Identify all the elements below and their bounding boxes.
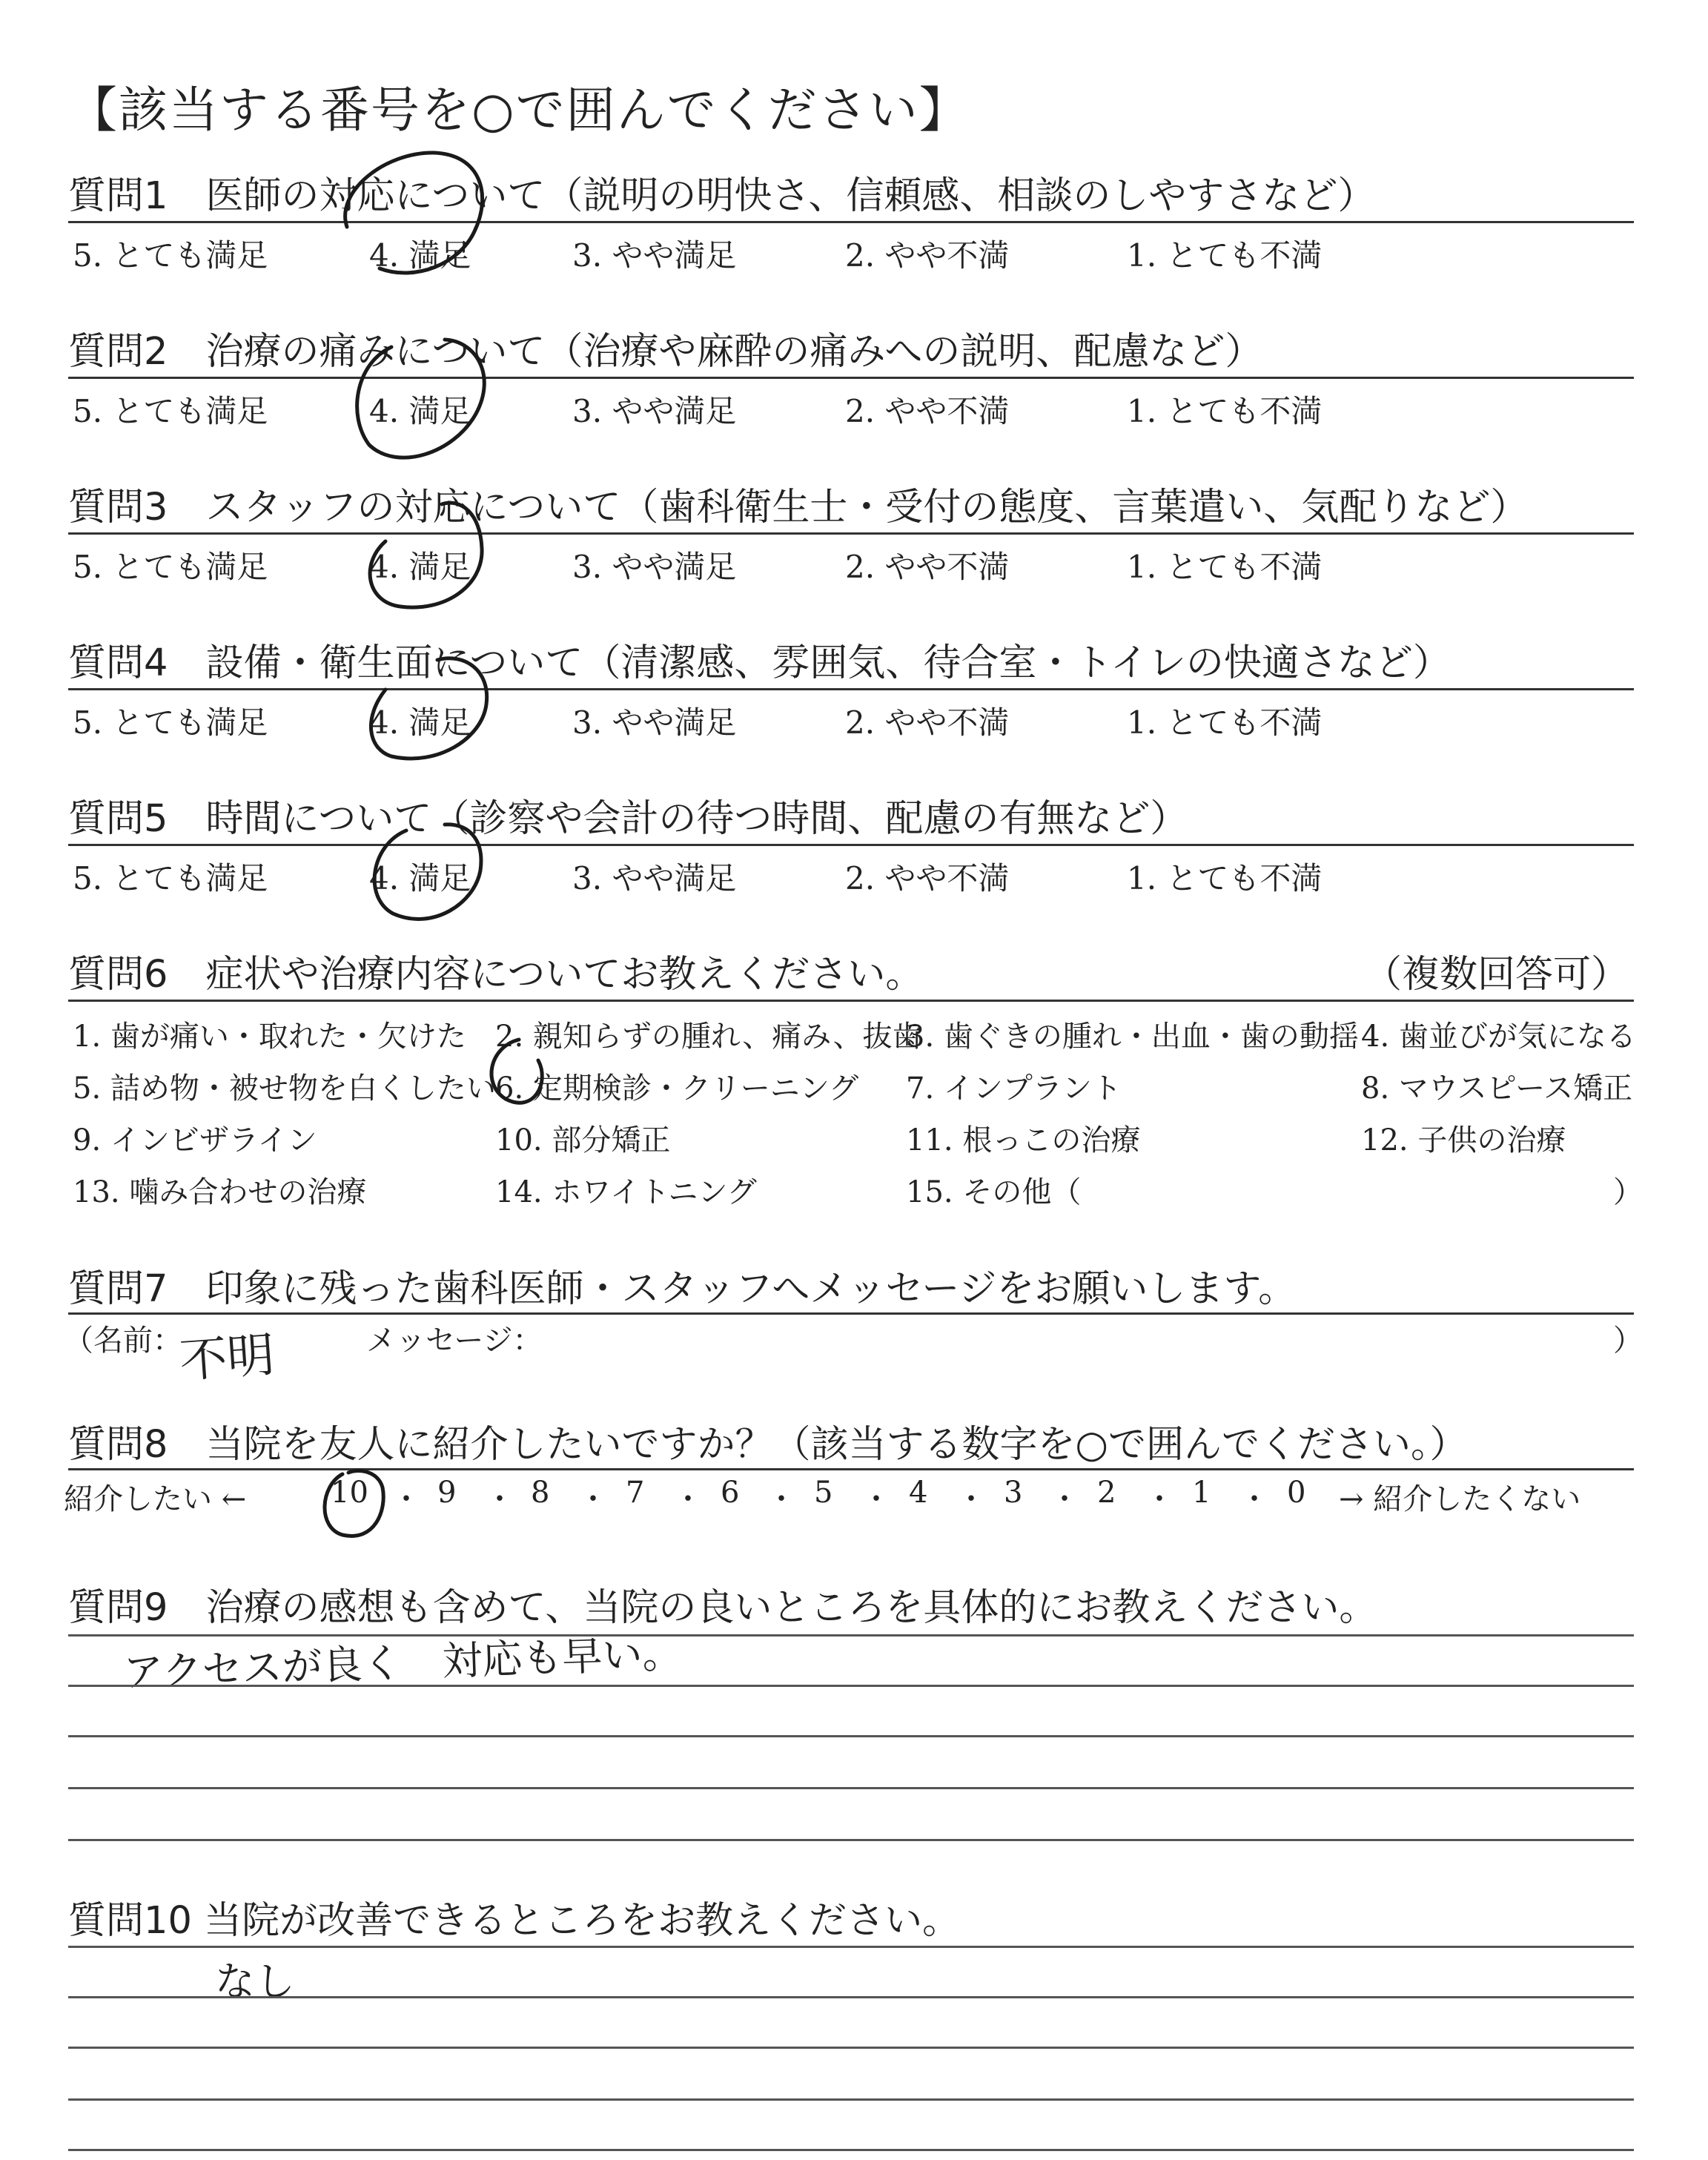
q6-item-11[interactable]: 11. 根っこの治療 <box>906 1123 1141 1157</box>
q8-score-4[interactable]: 4 <box>909 1476 928 1510</box>
q6-item-15[interactable]: 15. その他（ <box>906 1175 1082 1209</box>
q6-item-3[interactable]: 3. 歯ぐきの腫れ・出血・歯の動揺 <box>906 1020 1359 1054</box>
q4-option-1[interactable]: 1. とても不満 <box>1127 704 1323 741</box>
q8-dot: ・ <box>1239 1482 1269 1516</box>
q10-title: 質問10 当院が改善できるところをお教えください。 <box>68 1899 961 1943</box>
q2-option-1[interactable]: 1. とても不満 <box>1127 393 1323 429</box>
q9-line <box>68 1787 1634 1789</box>
q1-rule <box>68 221 1634 223</box>
q5-rule <box>68 844 1634 846</box>
q4-option-5[interactable]: 5. とても満足 <box>73 704 268 741</box>
q4-title: 質問4 設備・衛生面について（清潔感、雰囲気、待合室・トイレの快適さなど） <box>68 641 1451 685</box>
q8-dot: ・ <box>767 1482 796 1516</box>
q3-option-2[interactable]: 2. やや不満 <box>845 549 1010 585</box>
q10-handwritten-answer: なし <box>215 1958 295 2005</box>
q10-line <box>68 1996 1634 1998</box>
q2-option-2[interactable]: 2. やや不満 <box>845 393 1010 429</box>
q8-dot: ・ <box>578 1482 608 1516</box>
q8-score-6[interactable]: 6 <box>721 1476 740 1510</box>
q6-item-14[interactable]: 14. ホワイトニング <box>495 1175 757 1209</box>
q7-title: 質問7 印象に残った歯科医師・スタッフへメッセージをお願いします。 <box>68 1267 1297 1311</box>
q4-option-3[interactable]: 3. やや満足 <box>572 704 737 741</box>
q8-score-3[interactable]: 3 <box>1004 1476 1023 1510</box>
q5-option-4[interactable]: 4. 満足 <box>369 860 471 896</box>
q7-name-label: （名前： <box>64 1324 182 1358</box>
q8-dot: ・ <box>673 1482 703 1516</box>
q6-item-6[interactable]: 6. 定期検診・クリーニング <box>495 1071 859 1106</box>
q9-line <box>68 1735 1634 1737</box>
q4-option-4[interactable]: 4. 満足 <box>369 704 471 741</box>
q8-score-8[interactable]: 8 <box>531 1476 550 1510</box>
q1-option-1[interactable]: 1. とても不満 <box>1127 237 1323 274</box>
q8-score-5[interactable]: 5 <box>814 1476 833 1510</box>
q8-score-2[interactable]: 2 <box>1097 1476 1116 1510</box>
q7-name-handwritten: 不明 <box>177 1327 277 1390</box>
q6-rule <box>68 1000 1634 1002</box>
q6-item-5[interactable]: 5. 詰め物・被せ物を白くしたい <box>73 1071 496 1106</box>
q2-rule <box>68 377 1634 379</box>
q6-item-9[interactable]: 9. インビザライン <box>73 1123 317 1157</box>
q8-score-10[interactable]: 10 <box>331 1476 368 1510</box>
q2-option-5[interactable]: 5. とても満足 <box>73 393 268 429</box>
q8-dot: ・ <box>956 1482 986 1516</box>
q5-option-2[interactable]: 2. やや不満 <box>845 860 1010 896</box>
q8-rule <box>68 1468 1634 1470</box>
q8-dot: ・ <box>391 1482 421 1516</box>
q1-title: 質問1 医師の対応について（説明の明快さ、信頼感、相談のしやすさなど） <box>68 174 1376 218</box>
q6-item-4[interactable]: 4. 歯並びが気になる <box>1361 1020 1636 1054</box>
q5-option-1[interactable]: 1. とても不満 <box>1127 860 1323 896</box>
q8-score-1[interactable]: 1 <box>1192 1476 1211 1510</box>
q2-title: 質問2 治療の痛みについて（治療や麻酔の痛みへの説明、配慮など） <box>68 330 1263 374</box>
q6-title: 質問6 症状や治療内容についてお教えください。 <box>68 953 924 997</box>
q2-option-3[interactable]: 3. やや満足 <box>572 393 737 429</box>
q9-title: 質問9 治療の感想も含めて、当院の良いところを具体的にお教えください。 <box>68 1586 1377 1630</box>
q6-other-close-paren: ） <box>1613 1175 1643 1209</box>
q6-multi-note: （複数回答可） <box>1364 953 1629 997</box>
q3-option-4[interactable]: 4. 満足 <box>369 549 471 585</box>
q9-handwritten-answer: アクセスが良く 対応も早い。 <box>122 1629 683 1697</box>
q8-score-9[interactable]: 9 <box>437 1476 457 1510</box>
q1-option-3[interactable]: 3. やや満足 <box>572 237 737 274</box>
q9-line <box>68 1839 1634 1841</box>
q4-option-2[interactable]: 2. やや不満 <box>845 704 1010 741</box>
q8-dot: ・ <box>1050 1482 1079 1516</box>
q3-title: 質問3 スタッフの対応について（歯科衛生士・受付の態度、言葉遣い、気配りなど） <box>68 486 1529 529</box>
q5-option-5[interactable]: 5. とても満足 <box>73 860 268 896</box>
q2-option-4[interactable]: 4. 満足 <box>369 393 471 429</box>
q6-item-13[interactable]: 13. 噛み合わせの治療 <box>73 1175 367 1209</box>
q10-line <box>68 1946 1634 1948</box>
q3-rule <box>68 532 1634 535</box>
q5-option-3[interactable]: 3. やや満足 <box>572 860 737 896</box>
q3-option-1[interactable]: 1. とても不満 <box>1127 549 1323 585</box>
q10-line <box>68 2149 1634 2151</box>
q6-item-10[interactable]: 10. 部分矯正 <box>495 1123 671 1157</box>
q6-item-2[interactable]: 2. 親知らずの腫れ、痛み、抜歯 <box>495 1020 922 1054</box>
q8-dot: ・ <box>1145 1482 1174 1516</box>
q10-line <box>68 2098 1634 2101</box>
q8-right-label: → 紹介したくない <box>1339 1482 1581 1516</box>
survey-heading: 【該当する番号を○で囲んでください】 <box>68 82 970 139</box>
q7-message-label: メッセージ： <box>366 1324 543 1358</box>
q1-option-2[interactable]: 2. やや不満 <box>845 237 1010 274</box>
q7-rule <box>68 1312 1634 1315</box>
q6-item-7[interactable]: 7. インプラント <box>906 1071 1122 1106</box>
q8-score-7[interactable]: 7 <box>626 1476 645 1510</box>
q8-score-0[interactable]: 0 <box>1287 1476 1306 1510</box>
q10-line <box>68 2047 1634 2049</box>
q1-option-4[interactable]: 4. 満足 <box>369 237 471 274</box>
q1-option-5[interactable]: 5. とても満足 <box>73 237 268 274</box>
q3-option-5[interactable]: 5. とても満足 <box>73 549 268 585</box>
q8-title: 質問8 当院を友人に紹介したいですか？（該当する数字を○で囲んでください。） <box>68 1423 1468 1467</box>
q3-option-3[interactable]: 3. やや満足 <box>572 549 737 585</box>
q4-rule <box>68 688 1634 690</box>
q9-line <box>68 1685 1634 1687</box>
q6-item-8[interactable]: 8. マウスピース矯正 <box>1361 1071 1633 1106</box>
q8-left-label: 紹介したい ← <box>64 1482 247 1516</box>
q6-item-1[interactable]: 1. 歯が痛い・取れた・欠けた <box>73 1020 466 1054</box>
q7-close-paren: ） <box>1613 1324 1643 1358</box>
q8-dot: ・ <box>861 1482 891 1516</box>
q8-dot: ・ <box>485 1482 514 1516</box>
q5-title: 質問5 時間について（診察や会計の待つ時間、配慮の有無など） <box>68 797 1188 841</box>
q6-item-12[interactable]: 12. 子供の治療 <box>1361 1123 1566 1157</box>
